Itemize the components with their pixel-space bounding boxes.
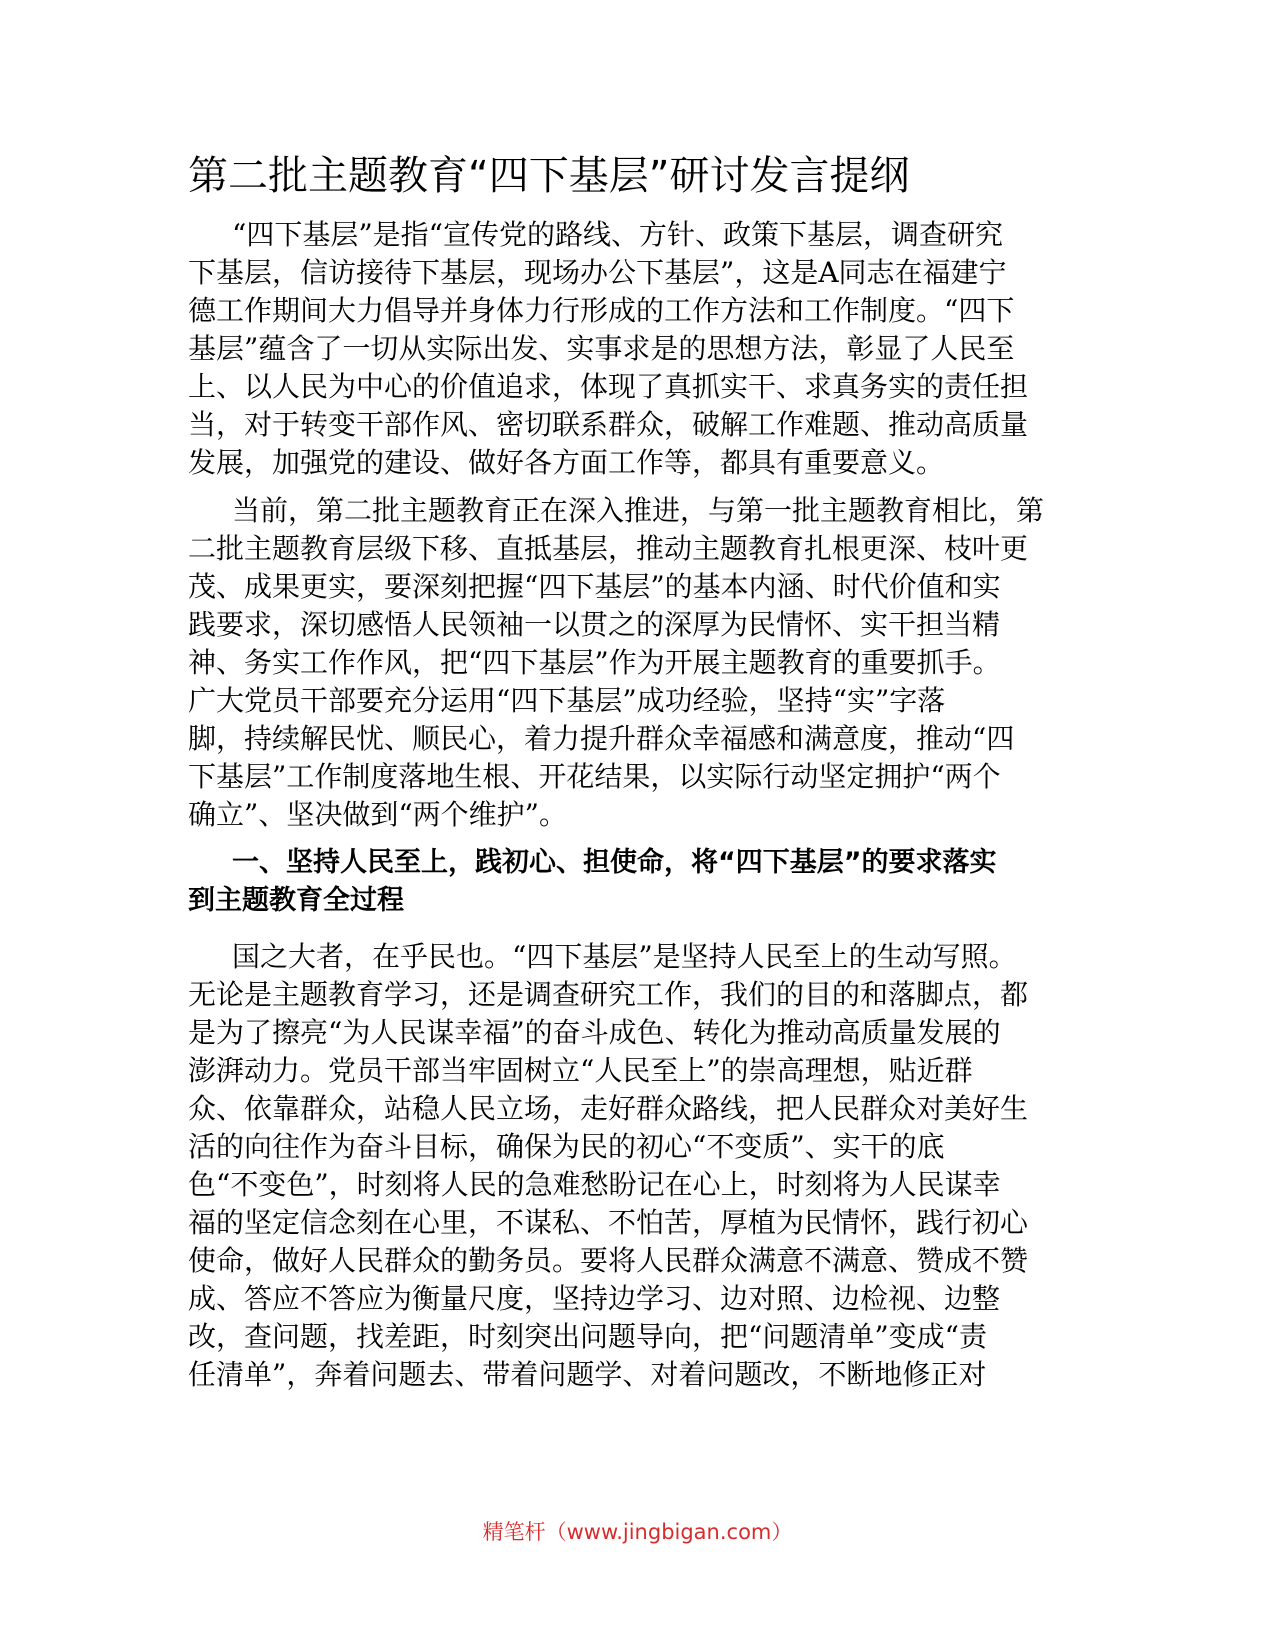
paragraph-2 (188, 492, 1074, 834)
paragraph-line: 福的坚定信念刻在心里，不谋私、不怕苦，厚植为民情怀，践行初心 (188, 1206, 1029, 1239)
paragraph-line: 践要求，深切感悟人民领袖一以贯之的深厚为民情怀、实干担当精 (188, 608, 1001, 641)
paragraph-line: 改，查问题，找差距，时刻突出问题导向，把“问题清单”变成“责 (188, 1320, 987, 1353)
heading-line: 到主题教育全过程 (188, 885, 404, 916)
paragraph-line: 当前，第二批主题教育正在深入推进，与第一批主题教育相比，第 (232, 494, 1045, 527)
paragraph-line: 色“不变色”，时刻将人民的急难愁盼记在心上，时刻将为人民谋幸 (188, 1168, 1001, 1201)
paragraph-line: 当，对于转变干部作风、密切联系群众，破解工作难题、推动高质量 (188, 408, 1029, 441)
paragraph-line: 成、答应不答应为衡量尺度，坚持边学习、边对照、边检视、边整 (188, 1282, 1001, 1315)
paragraph-line: 使命，做好人民群众的勤务员。要将人民群众满意不满意、赞成不赞 (188, 1244, 1029, 1277)
paragraph-line: 活的向往作为奋斗目标，确保为民的初心“不变质”、实干的底 (188, 1130, 945, 1163)
paragraph-line: 确立”、坚决做到“两个维护”。 (188, 798, 567, 831)
paragraph-line: 德工作期间大力倡导并身体力行形成的工作方法和工作制度。“四下 (188, 294, 1015, 327)
section-heading-1 (188, 844, 1074, 920)
paragraph-line: 二批主题教育层级下移、直抵基层，推动主题教育扎根更深、枝叶更 (188, 532, 1029, 565)
paragraph-line: 上、以人民为中心的价值追求，体现了真抓实干、求真务实的责任担 (188, 370, 1029, 403)
paragraph-line: 广大党员干部要充分运用“四下基层”成功经验，坚持“实”字落 (188, 684, 946, 717)
paragraph-line: 神、务实工作作风，把“四下基层”作为开展主题教育的重要抓手。 (188, 646, 1001, 679)
paragraph-line: 任清单”，奔着问题去、带着问题学、对着问题改，不断地修正对 (188, 1358, 987, 1391)
document-title: 第二批主题教育“四下基层”研讨发言提纲 (188, 153, 910, 199)
paragraph-line: 下基层，信访接待下基层，现场办公下基层”，这是A同志在福建宁 (188, 256, 1007, 289)
paragraph-line: 是为了擦亮“为人民谋幸福”的奋斗成色、转化为推动高质量发展的 (188, 1016, 1001, 1049)
paragraph-3 (188, 938, 1074, 1394)
paragraph-line: 国之大者，在乎民也。“四下基层”是坚持人民至上的生动写照。 (232, 940, 1017, 973)
paragraph-line: 众、依靠群众，站稳人民立场，走好群众路线，把人民群众对美好生 (188, 1092, 1029, 1125)
paragraph-line: 澎湃动力。党员干部当牢固树立“人民至上”的崇高理想，贴近群 (188, 1054, 973, 1087)
paragraph-line: 茂、成果更实，要深刻把握“四下基层”的基本内涵、时代价值和实 (188, 570, 1001, 603)
paragraph-1 (188, 216, 1074, 482)
paragraph-line: “四下基层”是指“宣传党的路线、方针、政策下基层，调查研究 (232, 218, 1003, 251)
heading-line: 一、坚持人民至上，践初心、担使命，将“四下基层”的要求落实 (232, 847, 997, 878)
paragraph-line: 脚，持续解民忧、顺民心，着力提升群众幸福感和满意度，推动“四 (188, 722, 1015, 755)
paragraph-line: 下基层”工作制度落地生根、开花结果，以实际行动坚定拥护“两个 (188, 760, 1001, 793)
paragraph-line: 基层”蕴含了一切从实际出发、实事求是的思想方法，彰显了人民至 (188, 332, 1015, 365)
paragraph-line: 无论是主题教育学习，还是调查研究工作，我们的目的和落脚点，都 (188, 978, 1029, 1011)
paragraph-line: 发展，加强党的建设、做好各方面工作等，都具有重要意义。 (188, 446, 945, 479)
footer-watermark: 精笔杆（www.jingbigan.com） (482, 1520, 793, 1544)
